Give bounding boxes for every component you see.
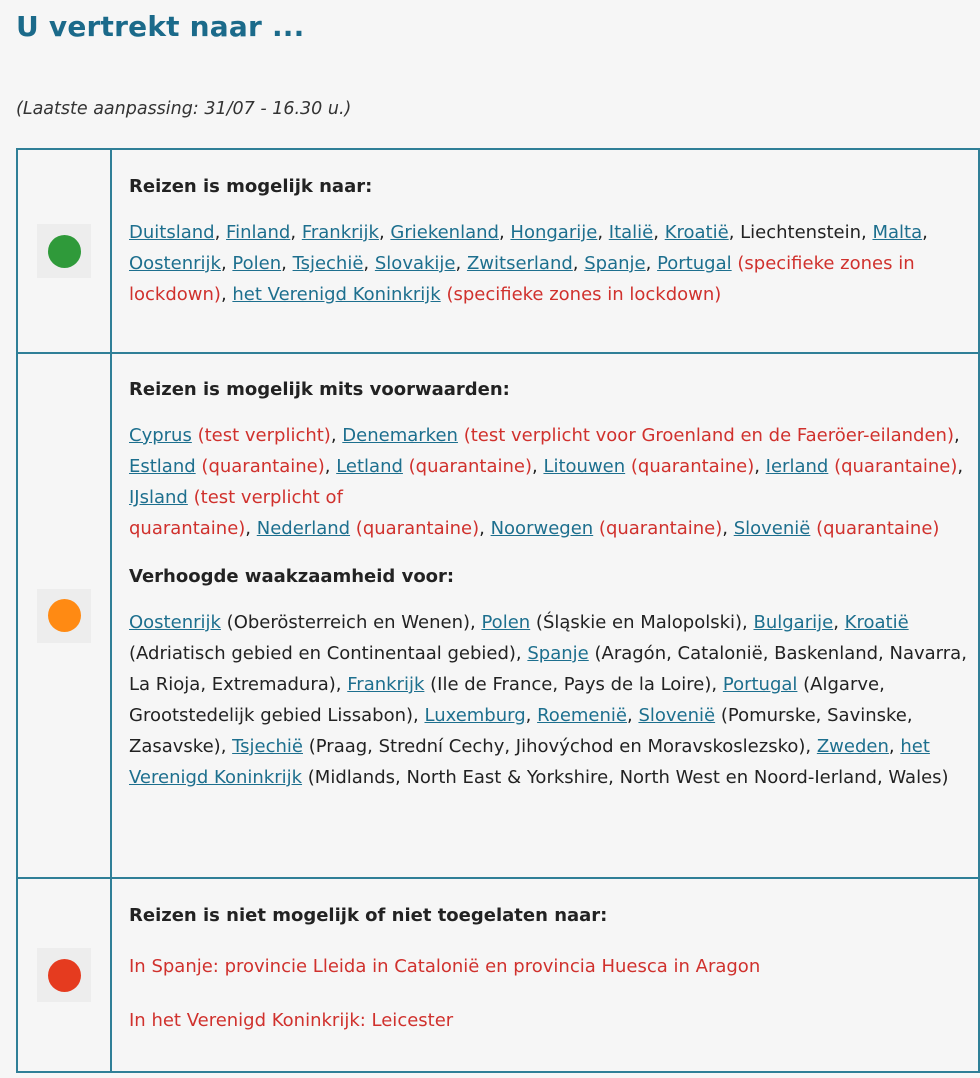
link-nederland[interactable]: Nederland xyxy=(256,518,351,539)
note-cyprus: (test verplicht) xyxy=(197,425,331,446)
green-heading: Reizen is mogelijk naar: xyxy=(129,176,373,197)
vig-note-portugal: (Algarve, Grootstedelijk gebied Lissabon) xyxy=(129,674,885,726)
note-ijsland-2: quarantaine) xyxy=(129,518,246,539)
link-ijsland[interactable]: IJsland xyxy=(129,487,188,508)
orange-heading: Reizen is mogelijk mits voorwaarden: xyxy=(129,379,510,400)
vig-note-polen: (Śląskie en Malopolski) xyxy=(535,612,743,633)
last-update-note: (Laatste aanpassing: 31/07 - 16.30 u.) xyxy=(16,99,352,119)
vig-note-frankrijk: (Ile de France, Pays de la Loire) xyxy=(430,674,712,695)
link-portugal[interactable]: Portugal xyxy=(657,253,732,274)
note-verenigd-koninkrijk: (specifieke zones in lockdown) xyxy=(446,284,722,305)
vig-link-polen[interactable]: Polen xyxy=(481,612,531,633)
link-spanje[interactable]: Spanje xyxy=(584,253,646,274)
red-line-verenigd-koninkrijk: In het Verenigd Koninkrijk: Leicester xyxy=(129,1010,454,1031)
red-heading: Reizen is niet mogelijk of niet toegelaten naar: xyxy=(129,905,608,926)
link-zwitserland[interactable]: Zwitserland xyxy=(466,253,573,274)
link-ierland[interactable]: Ierland xyxy=(765,456,829,477)
note-ierland: (quarantaine) xyxy=(834,456,958,477)
vig-note-verenigd-koninkrijk: (Midlands, North East & Yorkshire, North West en Noord-Ierland, Wales) xyxy=(307,767,949,788)
vig-link-oostenrijk[interactable]: Oostenrijk xyxy=(129,612,221,633)
link-estland[interactable]: Estland xyxy=(129,456,196,477)
link-finland[interactable]: Finland xyxy=(226,222,291,243)
vig-link-luxemburg[interactable]: Luxemburg xyxy=(424,705,526,726)
link-oostenrijk[interactable]: Oostenrijk xyxy=(129,253,221,274)
green-row xyxy=(17,149,979,353)
green-text-cell xyxy=(111,149,979,353)
orange-row xyxy=(17,353,979,878)
link-polen[interactable]: Polen xyxy=(232,253,282,274)
vig-link-portugal[interactable]: Portugal xyxy=(722,674,798,695)
link-noorwegen[interactable]: Noorwegen xyxy=(490,518,594,539)
note-slovenie: (quarantaine) xyxy=(816,518,940,539)
green-country-list: Duitsland, Finland, Frankrijk, Griekenland, Hongarije, Italië, Kroatië, Liechtenstein, Malta, Oostenrijk, Polen, Tsjechië, Slovakije, Zwitserland, Spanje, Portugal (specifieke zones in lockdown), het Verenigd Koninkrijk (specifieke zones in lockdown) xyxy=(129,222,928,305)
travel-status-table xyxy=(16,148,980,1073)
link-italie[interactable]: Italië xyxy=(608,222,654,243)
red-icon-cell xyxy=(17,878,111,1072)
vig-note-spanje: (Aragón, Catalonië, Baskenland, Navarra, La Rioja, Extremadura) xyxy=(129,643,967,695)
green-dot-icon xyxy=(48,235,81,268)
red-text-cell xyxy=(111,878,979,1072)
vigilance-list: Oostenrijk (Oberösterreich en Wenen), Polen (Śląskie en Malopolski), Bulgarije, Kroatië (Adriatisch gebied en Continentaal gebied), Spanje (Aragón, Catalonië, Baskenland, Navarra, La Rioja, Extremadura), Frankrijk (Ile de France, Pays de la Loire), Portugal (Algarve, Grootstedelijk gebied Lissabon), Luxemburg, Roemenië, Slovenië (Pomurske, Savinske, Zasavske), Tsjechië (Praag, Strední Cechy, Jihovýchod en Moravskoslezsko), Zweden, het Verenigd Koninkrijk (Midlands, North East & Yorkshire, North West en Noord-Ierland, Wales) xyxy=(129,612,967,788)
green-dot-box xyxy=(37,224,91,278)
link-malta[interactable]: Malta xyxy=(872,222,923,243)
vig-note-oostenrijk: (Oberösterreich en Wenen) xyxy=(226,612,471,633)
link-litouwen[interactable]: Litouwen xyxy=(543,456,626,477)
vig-link-tsjechie[interactable]: Tsjechië xyxy=(232,736,303,757)
vig-link-kroatie[interactable]: Kroatië xyxy=(844,612,909,633)
link-frankrijk[interactable]: Frankrijk xyxy=(301,222,379,243)
vig-link-frankrijk[interactable]: Frankrijk xyxy=(347,674,425,695)
red-line-spanje: In Spanje: provincie Lleida in Catalonië en provincia Huesca in Aragon xyxy=(129,956,761,977)
orange-conditions-list: Cyprus (test verplicht), Denemarken (test verplicht voor Groenland en de Faeröer-eilanden), Estland (quarantaine), Letland (quarantaine), Litouwen (quarantaine), Ierland (quarantaine), IJsland (test verplicht of quarantaine), Nederland (quarantaine), Noorwegen (quarantaine), Slovenië (quarantaine) xyxy=(129,425,964,539)
link-slovenie[interactable]: Slovenië xyxy=(733,518,811,539)
note-litouwen: (quarantaine) xyxy=(630,456,755,477)
link-verenigd-koninkrijk[interactable]: het Verenigd Koninkrijk xyxy=(232,284,441,305)
red-dot-box xyxy=(37,948,91,1002)
vig-link-slovenie[interactable]: Slovenië xyxy=(638,705,716,726)
vig-link-zweden[interactable]: Zweden xyxy=(816,736,889,757)
note-estland: (quarantaine) xyxy=(201,456,325,477)
note-nederland: (quarantaine) xyxy=(355,518,480,539)
page-title: U vertrekt naar ... xyxy=(16,10,305,43)
note-ijsland-1: (test verplicht of xyxy=(193,487,343,508)
vig-link-roemenie[interactable]: Roemenië xyxy=(537,705,627,726)
vig-note-tsjechie: (Praag, Strední Cechy, Jihovýchod en Moravskoslezsko) xyxy=(308,736,806,757)
note-denemarken: (test verplicht voor Groenland en de Faeröer-eilanden) xyxy=(463,425,954,446)
note-noorwegen: (quarantaine) xyxy=(598,518,723,539)
red-row xyxy=(17,878,979,1072)
link-griekenland[interactable]: Griekenland xyxy=(390,222,499,243)
link-slovakije[interactable]: Slovakije xyxy=(374,253,456,274)
note-portugal: (specifieke zones in lockdown) xyxy=(129,253,915,305)
link-denemarken[interactable]: Denemarken xyxy=(342,425,458,446)
orange-dot-icon xyxy=(48,599,81,632)
orange-dot-box xyxy=(37,589,91,643)
green-icon-cell xyxy=(17,149,111,353)
red-dot-icon xyxy=(48,959,81,992)
link-kroatie[interactable]: Kroatië xyxy=(664,222,729,243)
vig-note-kroatie: (Adriatisch gebied en Continentaal gebied) xyxy=(129,643,516,664)
link-tsjechie[interactable]: Tsjechië xyxy=(292,253,364,274)
link-duitsland[interactable]: Duitsland xyxy=(129,222,215,243)
orange-text-cell xyxy=(111,353,979,878)
vig-link-verenigd-koninkrijk[interactable]: het Verenigd Koninkrijk xyxy=(129,736,930,788)
vigilance-heading: Verhoogde waakzaamheid voor: xyxy=(129,566,455,587)
vig-link-spanje[interactable]: Spanje xyxy=(527,643,589,664)
vig-link-bulgarije[interactable]: Bulgarije xyxy=(753,612,834,633)
orange-icon-cell xyxy=(17,353,111,878)
link-hongarije[interactable]: Hongarije xyxy=(510,222,598,243)
vig-note-slovenie: (Pomurske, Savinske, Zasavske) xyxy=(129,705,913,757)
note-letland: (quarantaine) xyxy=(408,456,532,477)
text-liechtenstein: Liechtenstein xyxy=(740,222,862,243)
link-letland[interactable]: Letland xyxy=(336,456,403,477)
link-cyprus[interactable]: Cyprus xyxy=(129,425,192,446)
